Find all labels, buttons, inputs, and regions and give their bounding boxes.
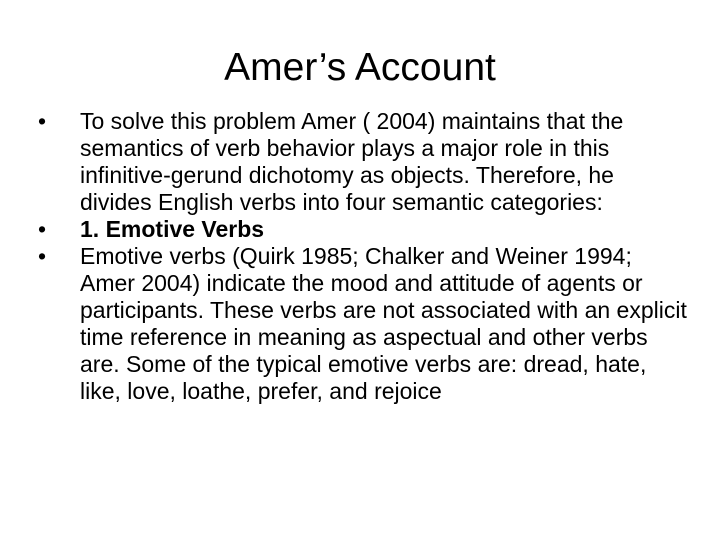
bullet-text-heading: 1. Emotive Verbs bbox=[80, 216, 265, 242]
bullet-text: To solve this problem Amer ( 2004) maintains that the semantics of verb behavior plays a major role in this infinitive-gerund dichotomy as objects. Therefore, he divides English verbs into four semantic categories: bbox=[80, 108, 624, 215]
bullet-icon: • bbox=[38, 243, 47, 269]
slide-title: Amer’s Account bbox=[224, 46, 496, 89]
bullet-text: Emotive verbs (Quirk 1985; Chalker and Weiner 1994; Amer 2004) indicate the mood and attitude of agents or participants. These verbs are not associated with an explicit time reference in meaning as aspectual and other verbs are. Some of the typical emotive verbs are: dread, hate, like, love, loathe, prefer, and rejoice bbox=[80, 243, 687, 404]
bullet-list bbox=[38, 108, 688, 405]
bullet-item-problem bbox=[38, 108, 688, 216]
bullet-item-heading bbox=[38, 216, 688, 243]
bullet-icon: • bbox=[38, 108, 47, 134]
bullet-item-emotive-verbs bbox=[38, 243, 688, 405]
bullet-icon: • bbox=[38, 216, 47, 242]
